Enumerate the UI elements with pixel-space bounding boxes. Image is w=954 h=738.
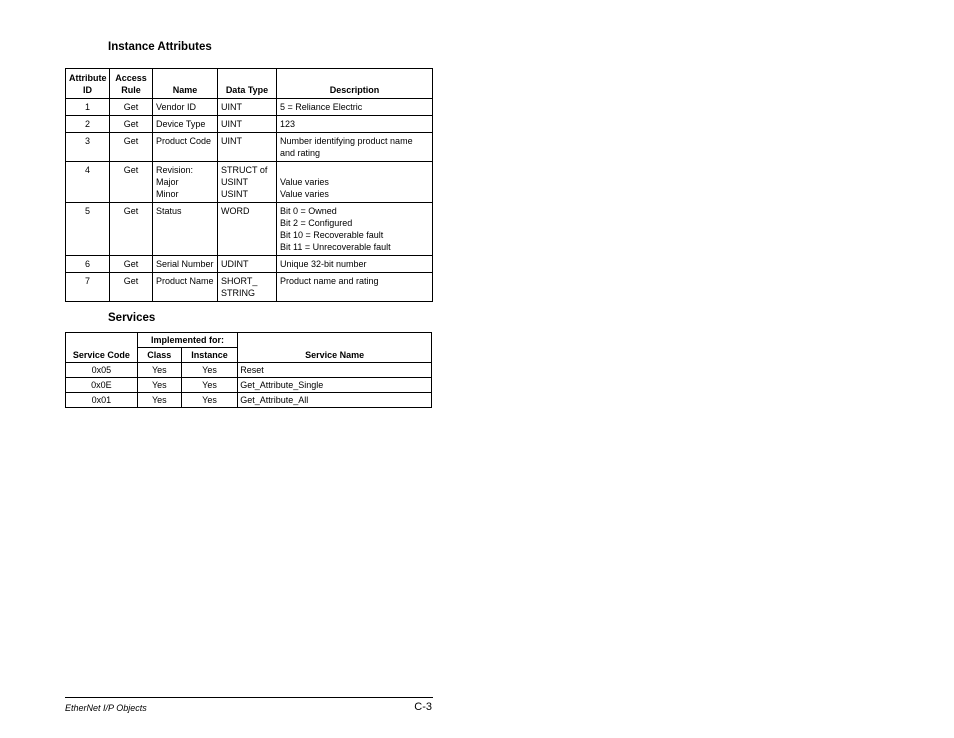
header-service-code: Service Code [66,333,138,363]
cell-service-name: Reset [238,363,432,378]
header-data-type: Data Type [218,69,277,99]
cell-access-rule: Get [110,99,153,116]
header-service-name: Service Name [238,333,432,363]
cell-data-type: UINT [218,116,277,133]
table-header-row [66,333,432,348]
cell-service-name: Get_Attribute_Single [238,378,432,393]
cell-service-code: 0x0E [66,378,138,393]
cell-data-type: WORD [218,203,277,256]
cell-attribute-id: 7 [66,273,110,302]
cell-class: Yes [137,378,181,393]
table-row [66,378,432,393]
cell-data-type: UINT [218,99,277,116]
footer-document-title: EtherNet I/P Objects [65,703,147,713]
cell-description: Product name and rating [277,273,433,302]
cell-service-code: 0x05 [66,363,138,378]
cell-name: Product Name [153,273,218,302]
cell-data-type: UINT [218,133,277,162]
cell-description: 123 [277,116,433,133]
table-row [66,99,433,116]
cell-attribute-id: 5 [66,203,110,256]
footer-page-number: C-3 [414,701,432,713]
cell-access-rule: Get [110,203,153,256]
services-heading: Services [108,312,156,324]
cell-instance: Yes [181,378,237,393]
cell-class: Yes [137,363,181,378]
cell-name: Product Code [153,133,218,162]
header-attribute-id: Attribute ID [66,69,110,99]
cell-instance: Yes [181,363,237,378]
cell-data-type: SHORT_ STRING [218,273,277,302]
cell-access-rule: Get [110,116,153,133]
cell-access-rule: Get [110,273,153,302]
header-instance: Instance [181,348,237,363]
cell-attribute-id: 6 [66,256,110,273]
cell-name: Serial Number [153,256,218,273]
instance-attributes-table [65,68,433,302]
cell-data-type: UDINT [218,256,277,273]
cell-description: Bit 0 = Owned Bit 2 = Configured Bit 10 = Recoverable fault Bit 11 = Unrecoverable fault [277,203,433,256]
cell-description: Number identifying product name and rating [277,133,433,162]
cell-description: Value varies Value varies [277,162,433,203]
cell-attribute-id: 1 [66,99,110,116]
table-row [66,133,433,162]
cell-description: Unique 32-bit number [277,256,433,273]
table-row [66,162,433,203]
header-access-rule: Access Rule [110,69,153,99]
cell-name: Device Type [153,116,218,133]
cell-access-rule: Get [110,133,153,162]
header-description: Description [277,69,433,99]
header-implemented-for: Implemented for: [137,333,237,348]
cell-attribute-id: 3 [66,133,110,162]
cell-data-type: STRUCT of USINT USINT [218,162,277,203]
table-row [66,363,432,378]
cell-access-rule: Get [110,256,153,273]
footer-divider [65,697,433,698]
cell-class: Yes [137,393,181,408]
table-header-row [66,69,433,99]
services-table [65,332,432,408]
cell-service-name: Get_Attribute_All [238,393,432,408]
cell-name: Revision: Major Minor [153,162,218,203]
cell-instance: Yes [181,393,237,408]
cell-attribute-id: 2 [66,116,110,133]
cell-name: Vendor ID [153,99,218,116]
table-row [66,116,433,133]
instance-attributes-heading: Instance Attributes [108,41,212,53]
table-row [66,203,433,256]
table-row [66,273,433,302]
table-row [66,256,433,273]
cell-access-rule: Get [110,162,153,203]
cell-service-code: 0x01 [66,393,138,408]
cell-description: 5 = Reliance Electric [277,99,433,116]
header-name: Name [153,69,218,99]
cell-attribute-id: 4 [66,162,110,203]
cell-name: Status [153,203,218,256]
table-row [66,393,432,408]
header-class: Class [137,348,181,363]
